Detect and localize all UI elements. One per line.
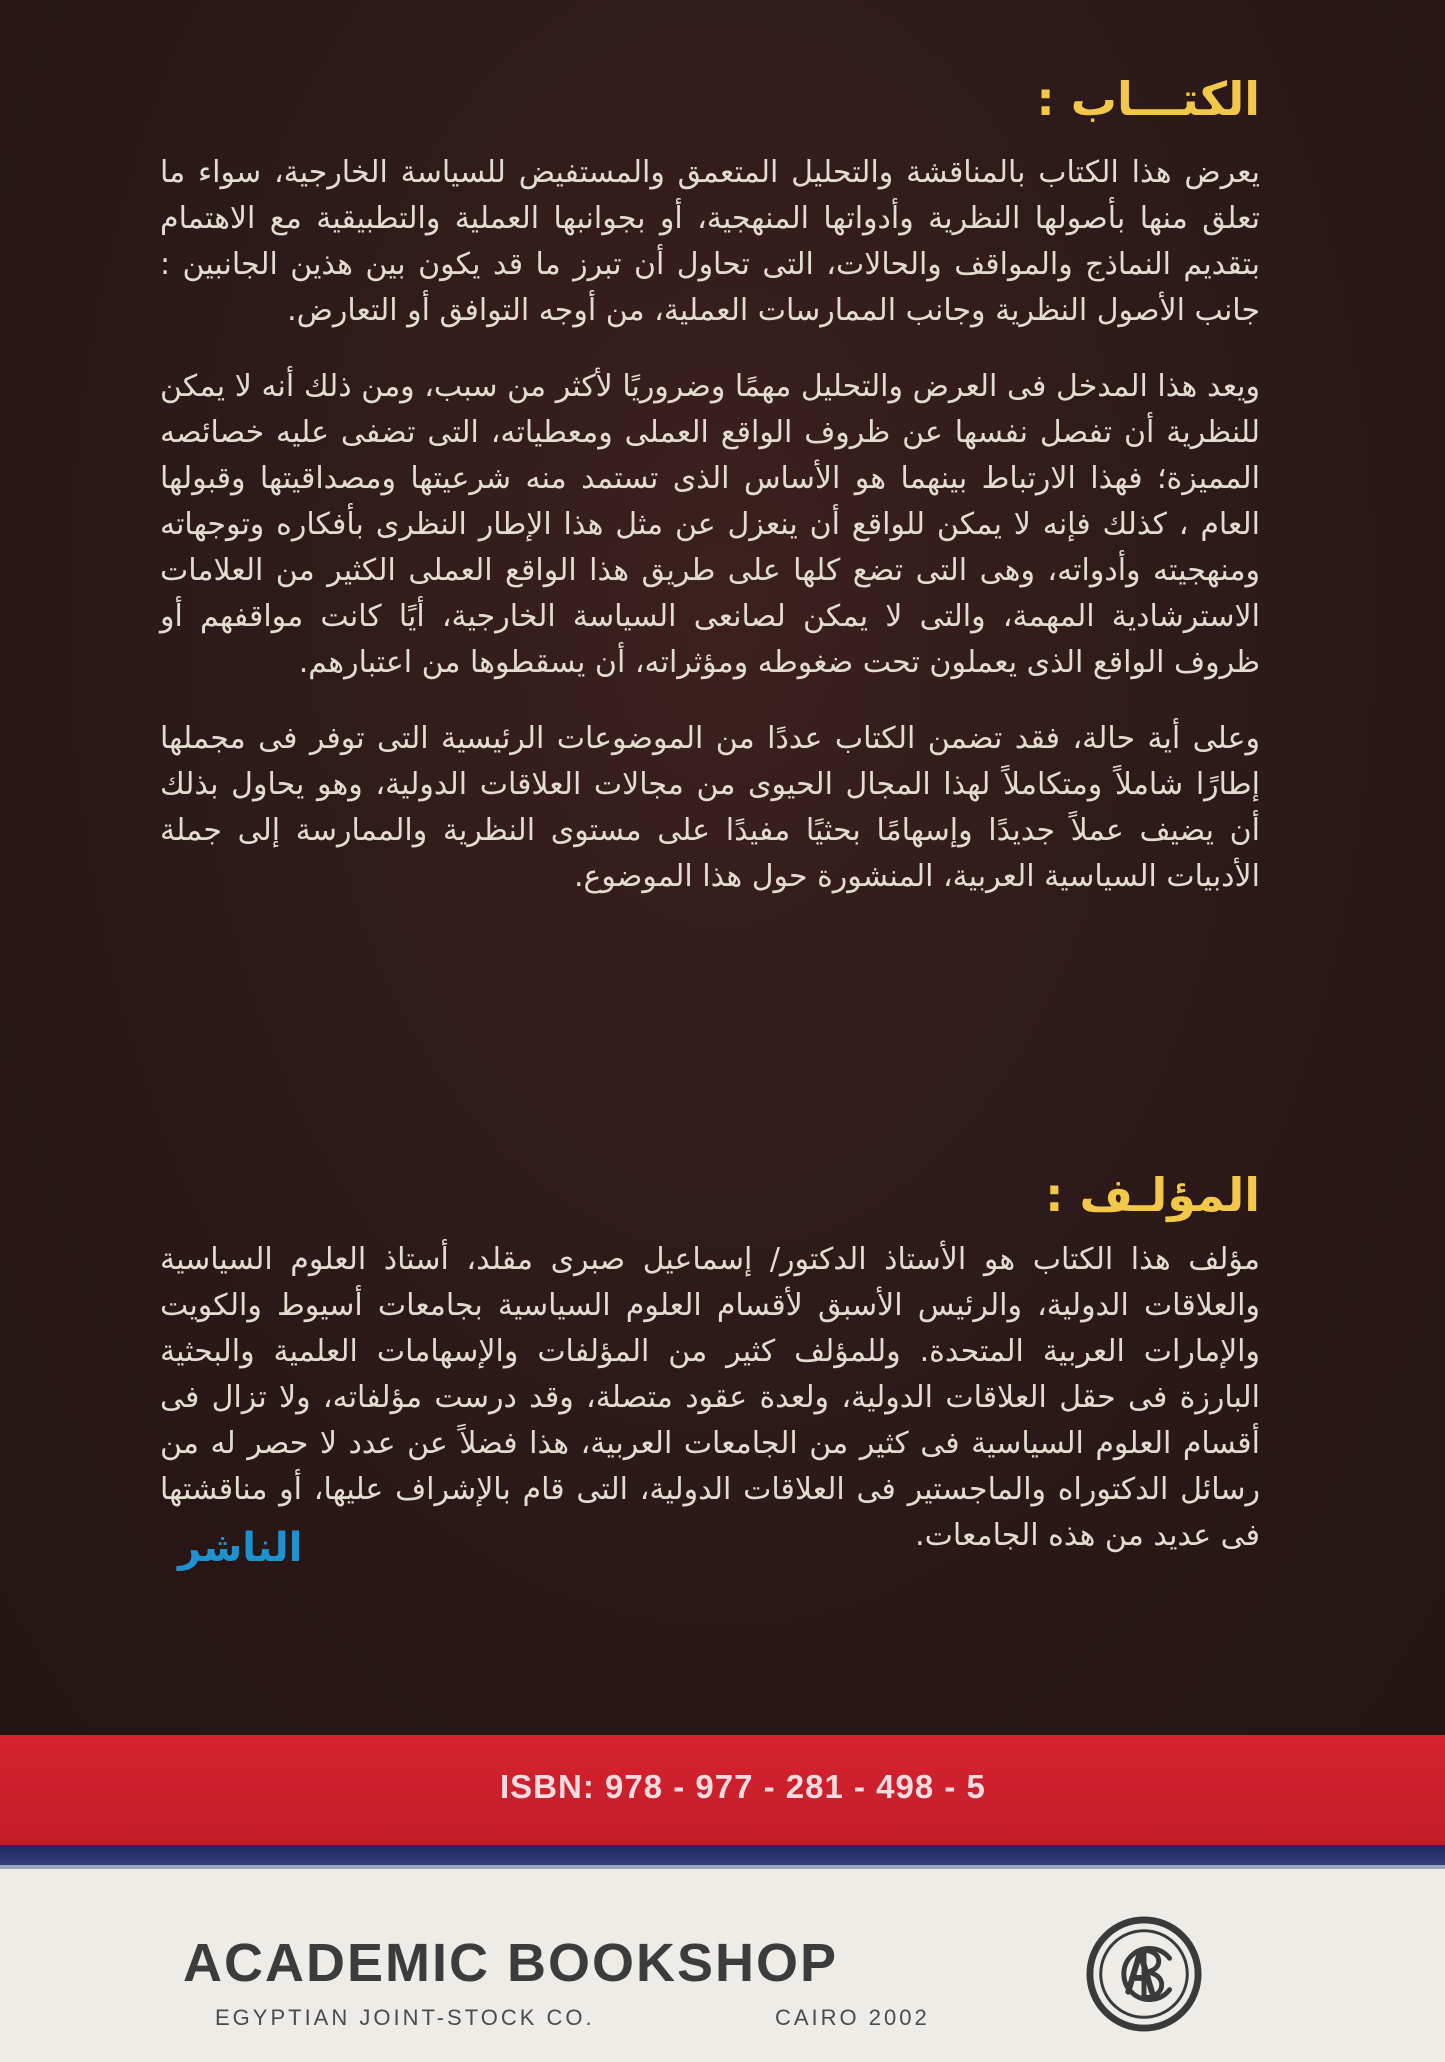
book-paragraph-1: يعرض هذا الكتاب بالمناقشة والتحليل المتعمق والمستفيض للسياسة الخارجية، سواء ما تعلق منها بأصولها النظرية وأدواتها المنهجية، أو بجوانبها العملية والتطبيقية مع الاهتمام بتقديم النماذج والمواقف والحالات، التى تحاول أن تبرز ما قد يكون بين هذين الجانبين : جانب الأصول النظرية وجانب الممارسات العملية، من أوجه التوافق أو التعارض. — [160, 155, 1260, 328]
book-paragraph-3: وعلى أية حالة، فقد تضمن الكتاب عددًا من الموضوعات الرئيسية التى توفر فى مجملها إطارًا شاملاً ومتكاملاً لهذا المجال الحيوى من مجالات العلاقات الدولية، وهو يحاول بذلك أن يضيف عملاً جديدًا وإسهامًا بحثيًا مفيدًا على مستوى النظرية والممارسة إلى جملة الأدبيات السياسية العربية، المنشورة حول هذا الموضوع. — [160, 721, 1260, 894]
abc-logo-icon — [1085, 1915, 1203, 2033]
bookshop-name: ACADEMIC BOOKSHOP — [183, 1933, 839, 1993]
blue-divider-band — [0, 1845, 1445, 1865]
book-heading: الكتـــاب : — [1036, 72, 1260, 126]
publisher-label: الناشر — [178, 1525, 303, 1571]
author-description — [160, 1237, 1260, 1559]
author-heading: المؤلـف : — [1045, 1168, 1260, 1222]
book-description — [160, 150, 1260, 900]
isbn-text: ISBN: 978 - 977 - 281 - 498 - 5 — [500, 1768, 986, 1805]
author-paragraph: مؤلف هذا الكتاب هو الأستاذ الدكتور/ إسماعيل صبرى مقلد، أستاذ العلوم السياسية والعلاقات الدولية، والرئيس الأسبق لأقسام العلوم السياسية بجامعات أسيوط والكويت والإمارات العربية المتحدة. وللمؤلف كثير من المؤلفات والإسهامات العلمية والبحثية البارزة فى حقل العلاقات الدولية، ولعدة عقود متصلة، وقد درست مؤلفاته، ولا تزال فى أقسام العلوم السياسية فى كثير من الجامعات العربية، هذا فضلاً عن عدد لا حصر له من رسائل الدكتوراه والماجستير فى العلاقات الدولية، التى قام بالإشراف عليها، أو مناقشتها فى عديد من هذه الجامعات. — [160, 1242, 1260, 1553]
city-year: CAIRO 2002 — [775, 2005, 930, 2030]
book-paragraph-2: ويعد هذا المدخل فى العرض والتحليل مهمًا وضروريًا لأكثر من سبب، ومن ذلك أنه لا يمكن للنظرية أن تفصل نفسها عن ظروف الواقع العملى ومعطياته، التى تضفى عليه خصائصه المميزة؛ فهذا الارتباط بينهما هو الأساس الذى تستمد منه شرعيتها ومصداقيتها وقبولها العام ، كذلك فإنه لا يمكن للواقع أن ينعزل عن مثل هذا الإطار النظرى بأفكاره وتوجهاته ومنهجيته وأدواته، وهى التى تضع كلها على طريق هذا الواقع العملى الكثير من العلامات الاسترشادية المهمة، والتى لا يمكن لصانعى السياسة الخارجية، أيًا كانت مواقفهم أو ظروف الواقع الذى يعملون تحت ضغوطه ومؤثراته، أن يسقطوها من اعتبارهم. — [160, 369, 1260, 680]
company-name: EGYPTIAN JOINT-STOCK CO. — [215, 2005, 595, 2030]
